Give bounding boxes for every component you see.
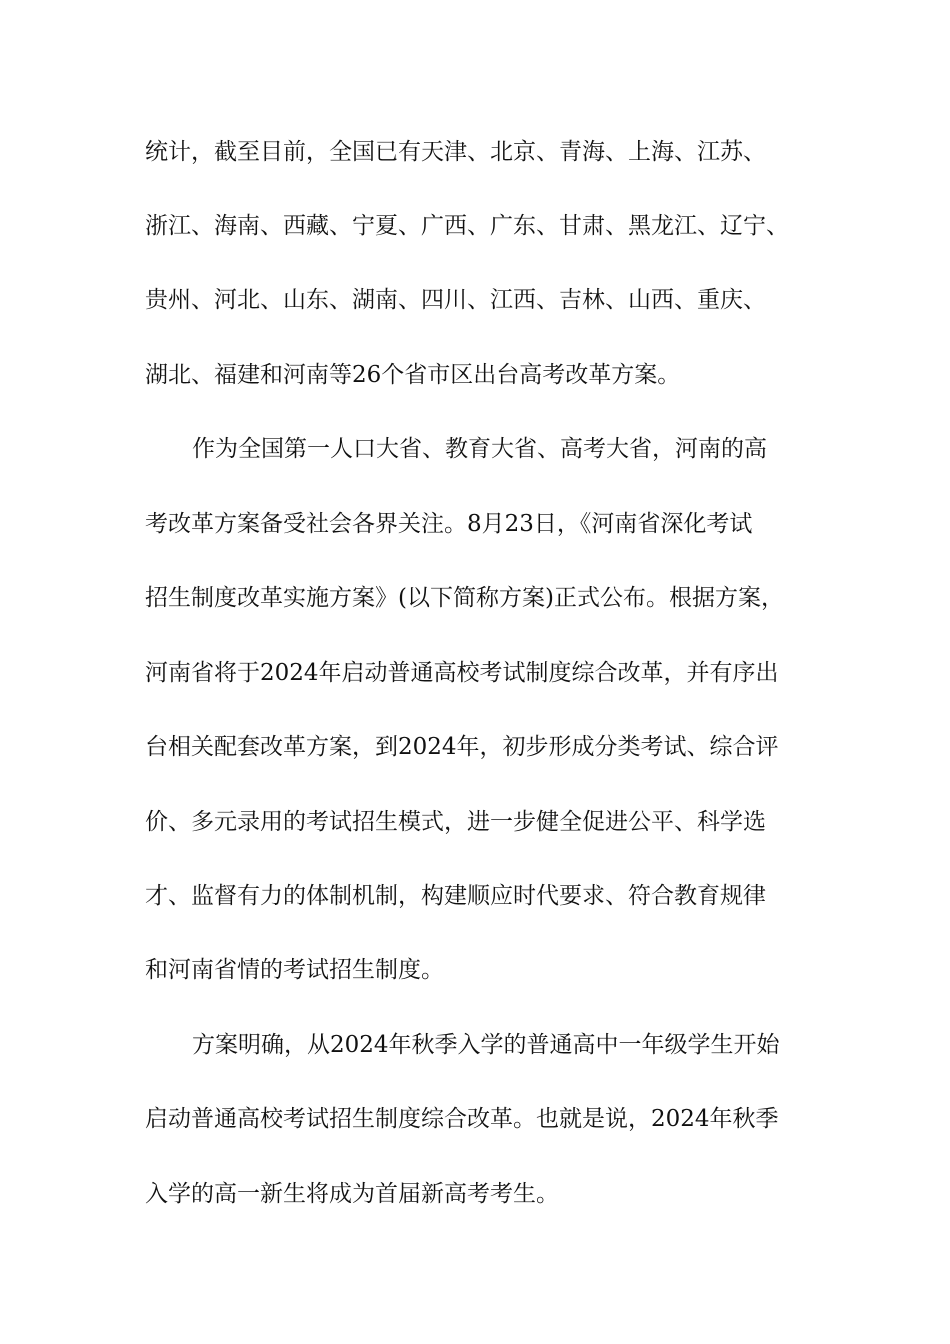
- paragraph-3-line-3: 入学的高一新生将成为首届新高考考生。: [145, 1181, 559, 1207]
- paragraph-2-line-5: 台相关配套改革方案，到2024年，初步形成分类考试、综合评: [145, 734, 779, 760]
- paragraph-1-line-4: 湖北、福建和河南等26个省市区出台高考改革方案。: [145, 362, 681, 388]
- paragraph-2-line-2: 考改革方案备受社会各界关注。8月23日，《河南省深化考试: [145, 511, 753, 537]
- paragraph-2-line-4: 河南省将于2024年启动普通高校考试制度综合改革，并有序出: [145, 660, 779, 686]
- paragraph-2-line-7: 才、监督有力的体制机制，构建顺应时代要求、符合教育规律: [145, 883, 766, 909]
- paragraph-1-line-3: 贵州、河北、山东、湖南、四川、江西、吉林、山西、重庆、: [145, 287, 766, 313]
- paragraph-3-line-1: 方案明确，从2024年秋季入学的普通高中一年级学生开始: [192, 1032, 780, 1058]
- paragraph-1-line-2: 浙江、海南、西藏、宁夏、广西、广东、甘肃、黑龙江、辽宁、: [145, 213, 789, 239]
- paragraph-1-line-1: 统计，截至目前，全国已有天津、北京、青海、上海、江苏、: [145, 139, 766, 165]
- paragraph-3-line-2: 启动普通高校考试招生制度综合改革。也就是说，2024年秋季: [145, 1106, 779, 1132]
- paragraph-2-line-6: 价、多元录用的考试招生模式，进一步健全促进公平、科学选: [145, 809, 766, 835]
- paragraph-2-line-3: 招生制度改革实施方案》(以下简称方案)正式公布。根据方案，: [145, 585, 784, 611]
- paragraph-2-line-1: 作为全国第一人口大省、教育大省、高考大省，河南的高: [192, 436, 767, 462]
- paragraph-2-line-8: 和河南省情的考试招生制度。: [145, 957, 444, 983]
